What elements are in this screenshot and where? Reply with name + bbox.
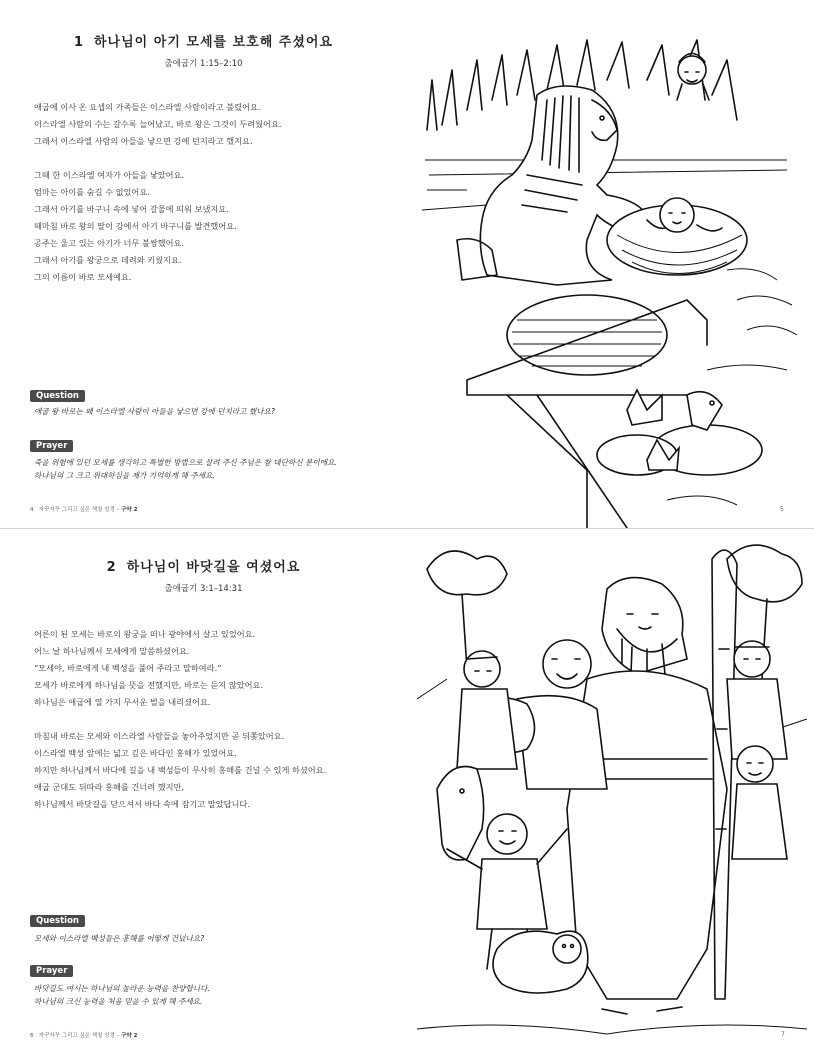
left-page-lesson-1 <box>0 0 407 528</box>
lesson-title-text: 하나님이 바닷길을 여셨어요 <box>126 560 301 575</box>
story-line: 이스라엘 사람의 수는 갈수록 늘어났고, 바로 왕은 그것이 두려웠어요. <box>34 119 282 129</box>
moses-drawing <box>567 578 727 1014</box>
prayer-line: 하나님의 그 크고 위대하심을 제가 기억하게 해 주세요. <box>34 471 215 480</box>
story-line: 엄마는 아이를 숨길 수 없었어요. <box>34 187 150 197</box>
story-line: 어른이 된 모세는 바로의 왕궁을 떠나 광야에서 살고 있었어요. <box>34 629 256 639</box>
story-line: 하지만 하나님께서 바다에 길을 내 백성들이 무사히 홍해를 건널 수 있게 하셨어요. <box>34 765 327 775</box>
left-page-lesson-2 <box>0 529 407 1057</box>
question-text: 모세와 이스라엘 백성들은 홍해를 어떻게 건넜나요? <box>34 934 205 943</box>
lesson-number: 1 <box>73 35 84 50</box>
page-number-right: 5 <box>780 506 784 513</box>
prayer-line: 죽을 위험에 있던 모세를 생각하고 특별한 방법으로 살려 주신 주님은 참 대단하신 분이에요. <box>34 458 337 467</box>
scripture-reference: 출애굽기 1:15–2:10 <box>164 59 243 69</box>
coloring-illustration-moses-basket <box>407 0 814 528</box>
story-line: 애굽에 이사 온 요셉의 가족들은 이스라엘 사람이라고 불렸어요. <box>34 102 261 112</box>
lesson-number: 2 <box>106 560 117 575</box>
book-volume: 구약 2 <box>121 1033 138 1039</box>
woman-drawing <box>457 651 517 769</box>
book-title: 자꾸자꾸 그리고 싶은 색칠 성경 <box>38 1033 115 1039</box>
story-text <box>34 99 384 286</box>
story-line: 하나님께서 바닷길을 닫으셔서 바다 속에 잠기고 말았답니다. <box>34 799 250 809</box>
prayer-text <box>34 456 394 482</box>
story-line: “모세야, 바로에게 내 백성을 풀어 주라고 말하여라.” <box>34 663 222 673</box>
spread-lesson-2 <box>0 529 814 1057</box>
story-line: 그래서 아기를 바구니 속에 넣어 갈물에 띄워 보냈지요. <box>34 204 229 214</box>
spread-lesson-1 <box>0 0 814 528</box>
story-line: 공주는 울고 있는 아기가 너무 불쌍했어요. <box>34 238 185 248</box>
story-line: 애굽 군대도 뒤따라 홍해를 건너려 했지만, <box>34 782 185 792</box>
page-number-left: 6 <box>30 1033 34 1039</box>
story-line: 그때 한 이스라엘 여자가 아들을 낳았어요. <box>34 170 185 180</box>
right-page-illustration-1 <box>407 0 814 528</box>
book-title: 자꾸자꾸 그리고 싶은 색칠 성경 <box>38 507 115 513</box>
story-line: 그래서 이스라엘 사람의 아들을 낳으면 강에 던지라고 했지요. <box>34 136 253 146</box>
lesson-title-text: 하나님이 아기 모세를 보호해 주셨어요 <box>94 35 334 50</box>
child-right-drawing <box>732 746 787 859</box>
story-line: 때마침 바로 왕의 딸이 강에서 아기 바구니를 발견했어요. <box>34 221 237 231</box>
page-number-right: 7 <box>781 1031 785 1038</box>
story-line: 어느 날 하나님께서 모세에게 말씀하셨어요. <box>34 646 190 656</box>
question-text: 애굽 왕 바로는 왜 이스라엘 사람이 아들을 낳으면 강에 던지라고 했나요? <box>34 407 275 416</box>
donkey-drawing <box>437 767 484 861</box>
scripture-reference: 출애굽기 3:1–14:31 <box>164 584 243 594</box>
sheep-drawing <box>493 931 588 993</box>
page-number-left: 4 <box>30 507 34 513</box>
story-line: 그의 이름이 바로 모세예요. <box>34 272 132 282</box>
page-footer: 6 자꾸자꾸 그리고 싶은 색칠 성경 – 구약 2 <box>30 1033 138 1039</box>
man-with-headband-drawing <box>727 641 787 759</box>
prayer-text <box>34 982 394 1008</box>
story-line: 모세가 바로에게 하나님을 뜻을 전했지만, 바로는 듣지 않았어요. <box>34 680 264 690</box>
story-line: 마침내 바로는 모세와 이스라엘 사람들을 놓아주었지만 곧 뒤쫓았어요. <box>34 731 285 741</box>
lesson-title <box>0 556 407 575</box>
story-line: 이스라엘 백성 앞에는 넓고 깊은 바다인 홍해가 있었어요. <box>34 748 237 758</box>
prayer-label: Prayer <box>30 440 73 452</box>
lesson-title <box>0 31 407 50</box>
story-line: 하나님은 애굽에 열 가지 무서운 벌을 내리셨어요. <box>34 697 211 707</box>
right-page-illustration-2 <box>407 529 814 1057</box>
prayer-line: 바닷길도 여시는 하나님의 놀라운 능력을 찬양합니다. <box>34 984 210 993</box>
book-volume: 구약 2 <box>121 507 138 513</box>
page-footer: 4 자꾸자꾸 그리고 싶은 색칠 성경 – 구약 2 <box>30 507 138 513</box>
ground-line <box>417 1025 807 1034</box>
question-label: Question <box>30 390 85 402</box>
story-text <box>34 626 384 813</box>
prayer-label: Prayer <box>30 965 73 977</box>
prayer-line: 하나님의 크신 능력을 처음 믿을 수 있게 해 주세요. <box>34 997 203 1006</box>
story-line: 그래서 아기를 왕궁으로 데려와 키웠지요. <box>34 255 182 265</box>
coloring-illustration-moses-crowd <box>407 529 814 1057</box>
question-label: Question <box>30 915 85 927</box>
large-basket-drawing <box>507 295 667 375</box>
